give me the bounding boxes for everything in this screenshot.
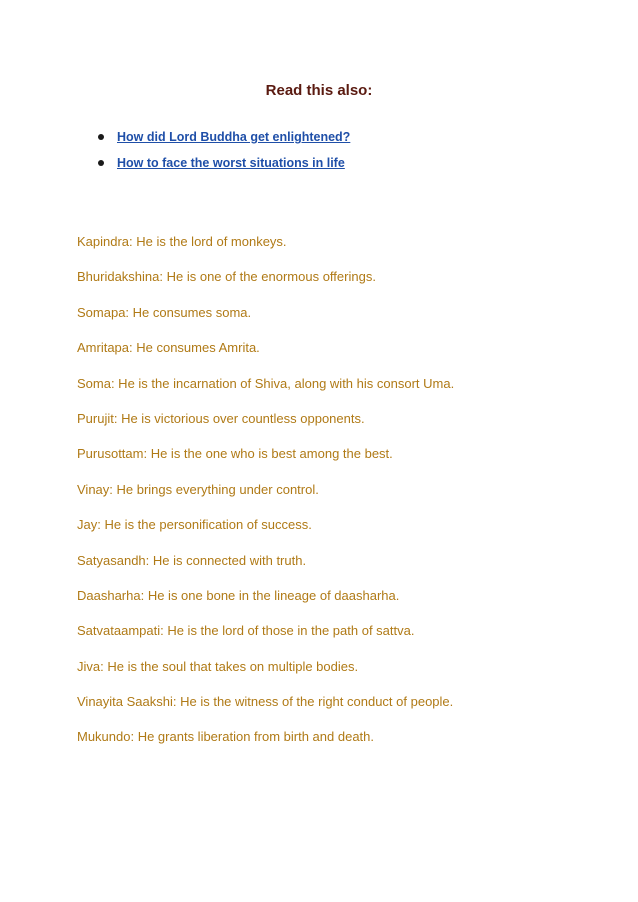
bullet-icon bbox=[98, 160, 104, 166]
list-item: Jay: He is the personification of success. bbox=[77, 517, 312, 533]
list-item bbox=[98, 124, 350, 150]
list-item: Vinayita Saakshi: He is the witness of the right conduct of people. bbox=[77, 694, 454, 710]
list-item: Daasharha: He is one bone in the lineage of daasharha. bbox=[77, 587, 400, 603]
link-buddha-enlightened[interactable]: How did Lord Buddha get enlightened? bbox=[117, 130, 351, 144]
list-item: Purusottam: He is the one who is best among the best. bbox=[77, 446, 393, 462]
related-links-list bbox=[98, 124, 350, 176]
list-item: Jiva: He is the soul that takes on multiple bodies. bbox=[77, 658, 359, 674]
list-item bbox=[98, 150, 350, 176]
list-item: Somapa: He consumes soma. bbox=[77, 304, 252, 320]
names-list bbox=[77, 233, 454, 764]
list-item: Amritapa: He consumes Amrita. bbox=[77, 340, 260, 356]
read-also-heading: Read this also: bbox=[265, 82, 373, 99]
list-item: Vinay: He brings everything under control. bbox=[77, 481, 319, 497]
link-face-worst-situations[interactable]: How to face the worst situations in life bbox=[117, 156, 345, 170]
list-item: Soma: He is the incarnation of Shiva, along with his consort Uma. bbox=[77, 375, 455, 391]
bullet-icon bbox=[98, 134, 104, 140]
list-item: Satvataampati: He is the lord of those in the path of sattva. bbox=[77, 623, 415, 639]
list-item: Bhuridakshina: He is one of the enormous offerings. bbox=[77, 269, 376, 285]
list-item: Kapindra: He is the lord of monkeys. bbox=[77, 234, 287, 249]
list-item: Purujit: He is victorious over countless opponents. bbox=[77, 410, 365, 426]
list-item: Satyasandh: He is connected with truth. bbox=[77, 552, 307, 568]
list-item: Mukundo: He grants liberation from birth and death. bbox=[77, 729, 375, 745]
